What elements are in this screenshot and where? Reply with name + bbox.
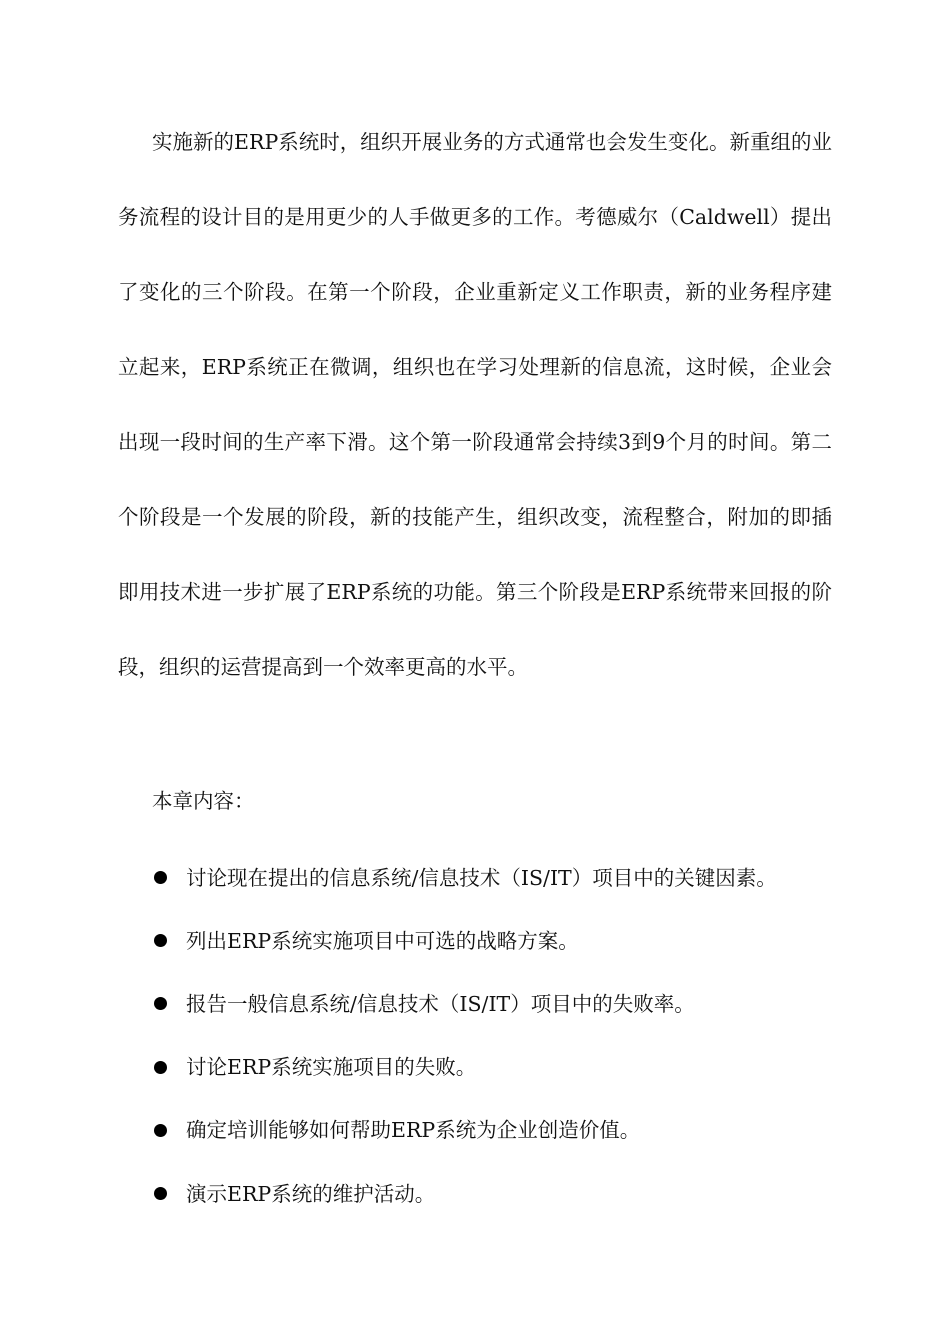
list-item-text: 确定培训能够如何帮助ERP系统为企业创造价值。	[186, 1118, 641, 1143]
bullet-icon	[154, 1124, 167, 1137]
chapter-contents-list	[150, 846, 777, 1225]
list-item-text: 报告一般信息系统/信息技术（IS/IT）项目中的失败率。	[186, 991, 695, 1016]
list-item	[150, 846, 777, 909]
list-item-text: 讨论现在提出的信息系统/信息技术（IS/IT）项目中的关键因素。	[186, 865, 777, 890]
bullet-icon	[154, 934, 167, 947]
bullet-icon	[154, 871, 167, 884]
bullet-icon	[154, 1187, 167, 1200]
list-item-text: 讨论ERP系统实施项目的失败。	[186, 1055, 477, 1080]
bullet-icon	[154, 997, 167, 1010]
list-item-text: 列出ERP系统实施项目中可选的战略方案。	[186, 928, 579, 953]
list-item	[150, 1162, 777, 1225]
bullet-icon	[154, 1061, 167, 1074]
list-item	[150, 1099, 777, 1162]
list-item-text: 演示ERP系统的维护活动。	[186, 1181, 436, 1206]
list-item	[150, 1036, 777, 1099]
list-item	[150, 909, 777, 972]
list-item	[150, 972, 777, 1035]
body-paragraph: 实施新的ERP系统时，组织开展业务的方式通常也会发生变化。新重组的业务流程的设计目的是用更少的人手做更多的工作。考德威尔（Caldwell）提出了变化的三个阶段。在第一个阶段，企业重新定义工作职责，新的业务程序建立起来，ERP系统正在微调，组织也在学习处理新的信息流，这时候，企业会出现一段时间的生产率下滑。这个第一阶段通常会持续3到9个月的时间。第二个阶段是一个发展的阶段，新的技能产生，组织改变，流程整合，附加的即插即用技术进一步扩展了ERP系统的功能。第三个阶段是ERP系统带来回报的阶段，组织的运营提高到一个效率更高的水平。	[118, 130, 832, 679]
chapter-contents-label: 本章内容：	[152, 789, 255, 813]
